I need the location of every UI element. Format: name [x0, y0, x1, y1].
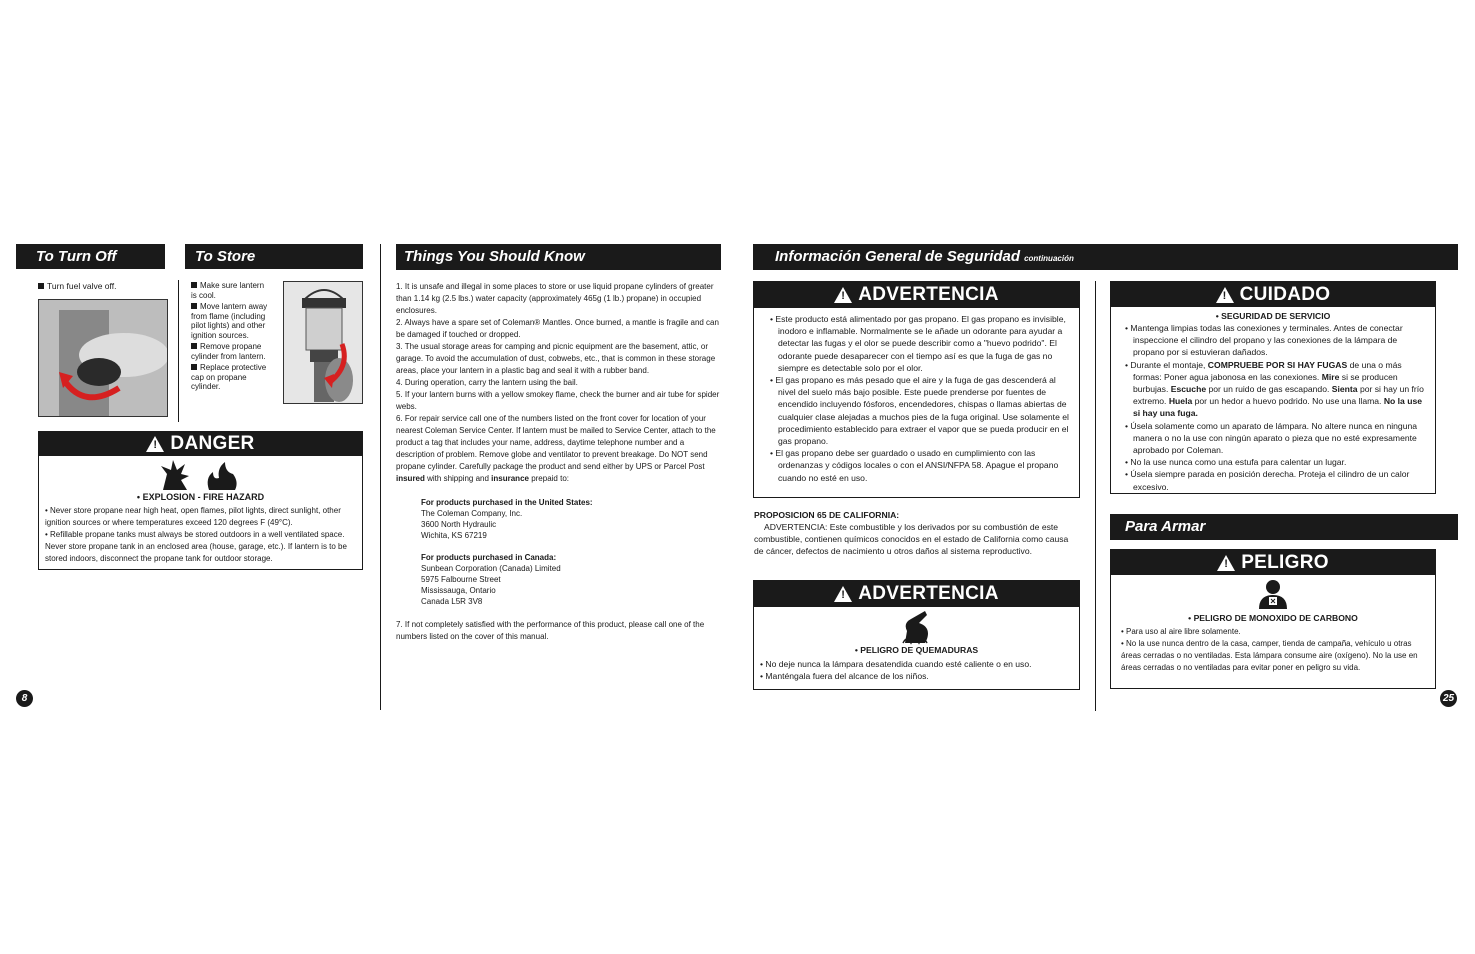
us-heading: For products purchased in the United States:: [421, 498, 593, 507]
danger-box: [38, 431, 363, 570]
advertencia-bar: [754, 581, 1079, 607]
peligro-box: [1110, 549, 1436, 689]
quemaduras-item: • No deje nunca la lámpara desatendida cuando esté caliente o en uso.: [760, 659, 1032, 669]
peligro-bar: [1111, 550, 1435, 575]
seguridad-header: [753, 244, 1458, 270]
advertencia-items: [754, 308, 1079, 484]
turn-off-title: To Turn Off: [36, 248, 117, 265]
warning-triangle-icon: [146, 436, 164, 452]
address-line: 5975 Falbourne Street: [421, 575, 501, 584]
peligro-hazard: • PELIGRO DE MONOXIDO DE CARBONO: [1188, 613, 1358, 623]
warning-triangle-icon: [834, 287, 852, 303]
things-know-title: Things You Should Know: [404, 248, 585, 265]
seguridad-subtitle: continuación: [1024, 254, 1074, 263]
page-number-left: 8: [16, 690, 33, 707]
peligro-item: • Para uso al aire libre solamente.: [1121, 627, 1241, 636]
burn-icon-wrap: [754, 607, 1079, 645]
column-divider: [1095, 281, 1096, 711]
square-bullet-icon: [191, 303, 197, 309]
turn-off-header: [16, 244, 165, 269]
cuidado-item: • No la use nunca como una estufa para calentar un lugar.: [1125, 457, 1347, 468]
page-number-right: 25: [1440, 690, 1457, 707]
address-line: Mississauga, Ontario: [421, 586, 496, 595]
column-divider: [380, 244, 381, 710]
ca-heading: For products purchased in Canada:: [421, 553, 557, 562]
address-line: 3600 North Hydraulic: [421, 520, 497, 529]
cuidado-items: [1111, 322, 1435, 493]
cuidado-hazard: • SEGURIDAD DE SERVICIO: [1215, 311, 1331, 321]
prop65-block: [754, 509, 1080, 557]
lantern-image: [284, 282, 363, 404]
quemaduras-item: • Manténgala fuera del alcance de los niños.: [760, 671, 929, 681]
to-store-header: [185, 244, 363, 269]
things-item-6: 6. For repair service call one of the numbers listed on the front cover for location of your nearest Coleman Service Center. If lantern must be mailed to Service Center, attach to the product a tag that includes your name, address, daytime telephone number and a description of problem. Remove globe and ventilator to prevent breakage. Do NOT send propane cylinder. Carefully package the product and send either by UPS or Parcel Post insured with shipping and insurance prepaid to:: [396, 414, 716, 483]
prop65-heading: PROPOSICION 65 DE CALIFORNIA:: [754, 510, 900, 520]
quemaduras-items: [754, 656, 1079, 682]
square-bullet-icon: [191, 343, 197, 349]
ca-address-block: [396, 552, 721, 607]
carbon-monoxide-icon: [1255, 577, 1291, 609]
cuidado-item: • Durante el montaje, COMPRUEBE POR SI HAY FUGAS de una o más formas: Poner agua jabonosa en las conexiones. Mire si se producen burbujas. Escuche por un ruido de gas escapando. Sienta por si hay un frío extremo. Huela por un hedor a huevo podrido. No use una llama. No la use si hay una fuga.: [1125, 359, 1424, 419]
peligro-label: PELIGRO: [1241, 551, 1329, 573]
square-bullet-icon: [191, 282, 197, 288]
warning-triangle-icon: [834, 586, 852, 602]
things-item: 1. It is unsafe and illegal in some places to store or use liquid propane cylinders of greater than 1.14 kg (2.5 lbs.) water capacity (approximately 465g (1 lb.) propane) in occupied enclosures.: [396, 282, 714, 315]
address-line: The Coleman Company, Inc.: [421, 509, 523, 518]
explosion-fire-icon: [161, 460, 241, 492]
things-know-header: [396, 244, 721, 270]
advertencia-item: • El gas propano es más pesado que el aire y la fuga de gas descenderá al nivel del suelo más bajo posible. Este puede prenderse por fuentes de encendido incluyendo fósforos, encendedores, chispas o llamas abiertas de cualquier clase alejadas a muchos pies de la fuga original. Use solamente el procedimiento establecido para extraer el vapor que se pueda producir en el gas propano.: [770, 375, 1069, 447]
warning-triangle-icon: [1216, 287, 1234, 303]
cuidado-item: • Úsela solamente como un aparato de lámpara. No altere nunca en ninguna manera o no la use con ningún aparato o pieza que no esté expresamente aprobado por Coleman.: [1125, 420, 1418, 456]
danger-bar: [39, 432, 362, 456]
to-store-steps: Make sure lantern is cool. Move lantern away from flame (including pilot lights) and other ignition sources. Remove propane cylinder from lantern. Replace protective cap on propane cylinder.: [191, 281, 268, 391]
us-address-block: [396, 497, 721, 541]
advertencia-item: • El gas propano debe ser guardado o usado en cumplimiento con las ordenanzas y códigos locales o con el ANSI/NFPA 58. Apague el propano cuando no esté en uso.: [770, 448, 1059, 483]
cuidado-label: CUIDADO: [1239, 283, 1331, 305]
turn-off-photo: [38, 299, 168, 417]
cuidado-item: • Mantenga limpias todas las conexiones y terminales. Antes de conectar inspeccione el cilindro del propano y las conexiones de la lámpara de propano por si estuvieran dañados.: [1125, 323, 1403, 358]
co-icon-wrap: [1111, 575, 1435, 609]
quemaduras-hazard: • PELIGRO DE QUEMADURAS: [854, 645, 979, 655]
warning-triangle-icon: [1217, 555, 1235, 571]
to-store-photo: [283, 281, 363, 404]
things-item: 5. If your lantern burns with a yellow smokey flame, check the burner and air tube for spider webs.: [396, 390, 720, 411]
explosion-fire-icons: [39, 456, 362, 492]
address-line: Wichita, KS 67219: [421, 531, 487, 540]
turn-off-step: Turn fuel valve off.: [38, 281, 168, 293]
hand-turning-valve-image: [39, 300, 168, 417]
cuidado-bar: [1111, 282, 1435, 307]
things-item: 2. Always have a spare set of Coleman® Mantles. Once burned, a mantle is fragile and can be damaged if touched or dropped.: [396, 318, 719, 339]
address-line: Canada L5R 3V8: [421, 597, 483, 606]
cuidado-box: [1110, 281, 1436, 494]
burn-hand-icon: [897, 609, 937, 645]
things-item-7: 7. If not completely satisfied with the performance of this product, please call one of the numbers listed on the cover of this manual.: [396, 620, 705, 641]
danger-item: • Refillable propane tanks must always be stored outdoors in a well ventilated space. Never store propane tank in an enclosed area (house, garage, etc.). If lantern is to be stored indoors, disconnect the propane tank for outdoor storage.: [45, 530, 347, 563]
danger-hazard: • EXPLOSION - FIRE HAZARD: [136, 492, 265, 502]
things-know-body: [396, 281, 721, 643]
cuidado-item: • Úsela siempre parada en posición derecha. Proteja el cilindro de un calor excesivo.: [1125, 469, 1410, 492]
peligro-item: • No la use nunca dentro de la casa, camper, tienda de campaña, vehículo u otras áreas cerradas o no ventiladas. Esta lámpara consume aire (oxígeno). No la use en áreas cerradas o no ventiladas para evitar poner en peligro su vida.: [1121, 639, 1418, 672]
advertencia-box-2: [753, 580, 1080, 690]
column-divider: [178, 280, 179, 422]
things-item: 3. The usual storage areas for camping and picnic equipment are the basement, attic, or garage. To avoid the accumulation of dust, cobwebs, etc., that is common in these storage areas, place your lantern in a plastic bag and seal it with a rubber band.: [396, 342, 716, 375]
peligro-items: [1111, 624, 1435, 674]
advertencia-item: • Este producto está alimentado por gas propano. El gas propano es invisible, inodoro e inflamable. Normalmente se le añade un odorante para ayudar a detectar las fugas y el olor se puede describir como a "huevo podrido". El odorante puede desaparecer con el tiempo así es que la fuga de gas no siempre es detectable solo por el olor.: [770, 314, 1066, 373]
para-armar-header: [1110, 514, 1458, 540]
para-armar-title: Para Armar: [1125, 518, 1206, 535]
seguridad-title: Información General de Seguridad: [775, 248, 1021, 265]
advertencia-bar: [754, 282, 1079, 308]
address-line: Sunbean Corporation (Canada) Limited: [421, 564, 561, 573]
advertencia-box-1: [753, 281, 1080, 498]
prop65-text: ADVERTENCIA: Este combustible y los derivados por su combustión de este combustible, contienen químicos conocidos en el estado de California como causa de cáncer, defectos de nacimiento u otros daños al sistema reproductivo.: [754, 522, 1069, 556]
square-bullet-icon: [191, 364, 197, 370]
danger-item: • Never store propane near high heat, open flames, pilot lights, direct sunlight, other ignition sources or where temperatures exceed 120 degrees F (49°C).: [45, 506, 341, 527]
advertencia-label: ADVERTENCIA: [858, 583, 999, 604]
things-item: 4. During operation, carry the lantern using the bail.: [396, 378, 578, 387]
to-store-title: To Store: [195, 248, 256, 265]
square-bullet-icon: [38, 283, 44, 289]
danger-items: [39, 503, 362, 565]
advertencia-label: ADVERTENCIA: [858, 284, 999, 305]
danger-label: DANGER: [170, 433, 255, 454]
